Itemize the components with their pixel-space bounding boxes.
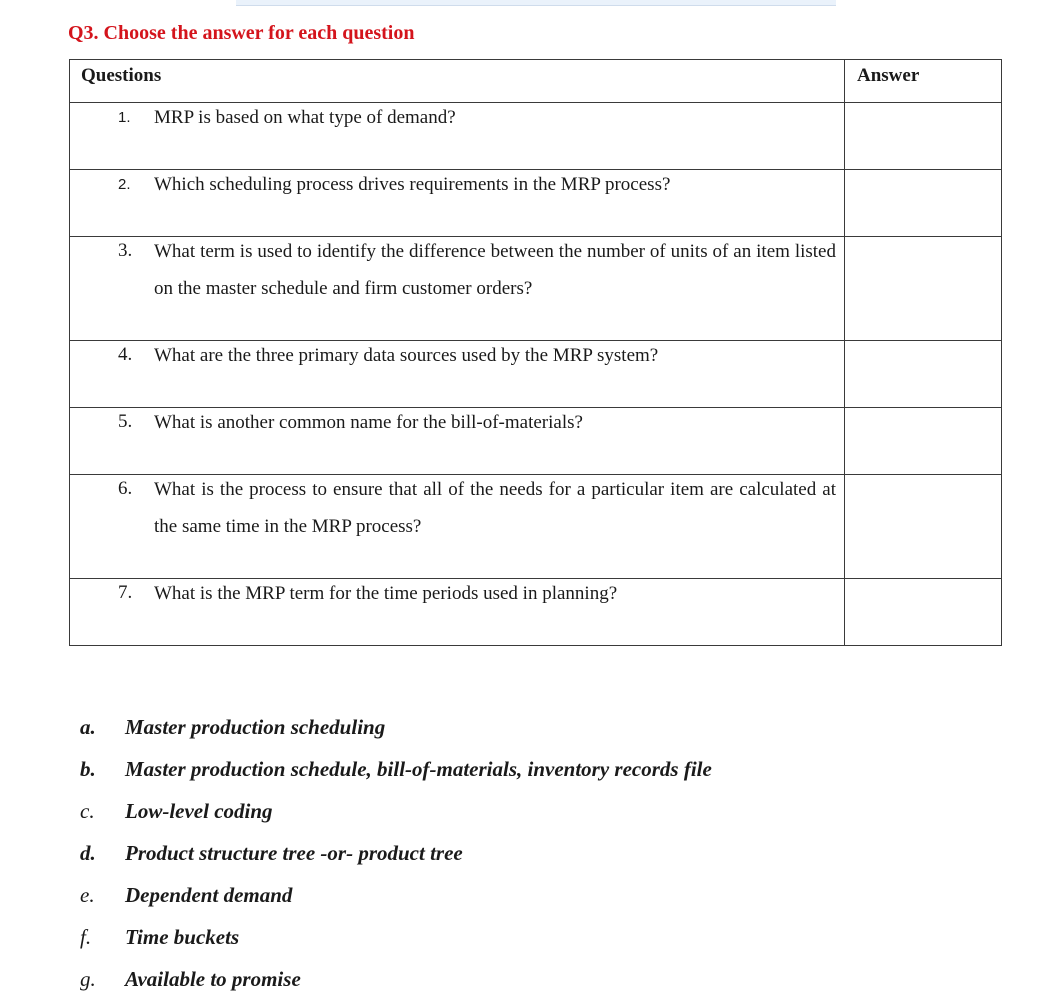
question-text: What are the three primary data sources used by the MRP system? bbox=[154, 345, 659, 366]
option-letter: b. bbox=[80, 756, 96, 781]
question-number: 3. bbox=[118, 240, 133, 261]
answer-cell[interactable] bbox=[845, 170, 1002, 237]
option-text: Product structure tree -or- product tree bbox=[125, 840, 463, 865]
top-edge-strip bbox=[236, 0, 836, 6]
option-letter: g. bbox=[80, 966, 96, 991]
question-text: What is another common name for the bill-of-materials? bbox=[154, 412, 583, 433]
option-text: Time buckets bbox=[125, 924, 240, 949]
question-cell bbox=[70, 341, 845, 408]
questions-table bbox=[69, 59, 1002, 646]
list-item bbox=[76, 958, 712, 1000]
answer-cell[interactable] bbox=[845, 579, 1002, 646]
list-item bbox=[76, 832, 712, 874]
option-text: Master production scheduling bbox=[125, 714, 386, 739]
option-text: Low-level coding bbox=[125, 798, 273, 823]
answer-column-header: Answer bbox=[845, 60, 1002, 103]
question-text: Which scheduling process drives requirements in the MRP process? bbox=[154, 174, 671, 195]
table-row bbox=[70, 170, 1002, 237]
option-letter: e. bbox=[80, 882, 95, 907]
answer-cell[interactable] bbox=[845, 103, 1002, 170]
question-cell bbox=[70, 475, 845, 579]
list-item bbox=[76, 706, 712, 748]
question-text: What is the process to ensure that all of the needs for a particular item are calculated at the same time in the MRP process? bbox=[154, 479, 836, 537]
option-letter: c. bbox=[80, 798, 95, 823]
list-item bbox=[76, 916, 712, 958]
option-text: Available to promise bbox=[125, 966, 301, 991]
question-number: 1. bbox=[118, 109, 131, 126]
table-row bbox=[70, 475, 1002, 579]
question-number: 7. bbox=[118, 582, 133, 603]
table-row bbox=[70, 579, 1002, 646]
option-letter: a. bbox=[80, 714, 96, 739]
answer-options-list bbox=[76, 706, 712, 1000]
question-text: What term is used to identify the difference between the number of units of an item listed on the master schedule and firm customer orders? bbox=[154, 241, 836, 299]
question-cell bbox=[70, 408, 845, 475]
option-letter: f. bbox=[80, 924, 92, 949]
question-number: 6. bbox=[118, 478, 133, 499]
table-header-row bbox=[70, 60, 1002, 103]
question-cell bbox=[70, 170, 845, 237]
list-item bbox=[76, 790, 712, 832]
question-text: MRP is based on what type of demand? bbox=[154, 107, 456, 128]
questions-column-header: Questions bbox=[70, 60, 845, 103]
question-number: 5. bbox=[118, 411, 133, 432]
answer-cell[interactable] bbox=[845, 341, 1002, 408]
question-heading: Q3. Choose the answer for each question bbox=[68, 22, 415, 44]
option-text: Master production schedule, bill-of-materials, inventory records file bbox=[125, 756, 712, 781]
option-text: Dependent demand bbox=[125, 882, 293, 907]
table-row bbox=[70, 103, 1002, 170]
option-letter: d. bbox=[80, 840, 96, 865]
list-item bbox=[76, 748, 712, 790]
answer-cell[interactable] bbox=[845, 237, 1002, 341]
question-number: 2. bbox=[118, 176, 131, 193]
answer-cell[interactable] bbox=[845, 475, 1002, 579]
list-item bbox=[76, 874, 712, 916]
answer-cell[interactable] bbox=[845, 408, 1002, 475]
question-cell bbox=[70, 237, 845, 341]
question-number: 4. bbox=[118, 344, 133, 365]
question-text: What is the MRP term for the time periods used in planning? bbox=[154, 583, 618, 604]
table-row bbox=[70, 408, 1002, 475]
question-cell bbox=[70, 103, 845, 170]
table-row bbox=[70, 237, 1002, 341]
question-cell bbox=[70, 579, 845, 646]
table-row bbox=[70, 341, 1002, 408]
